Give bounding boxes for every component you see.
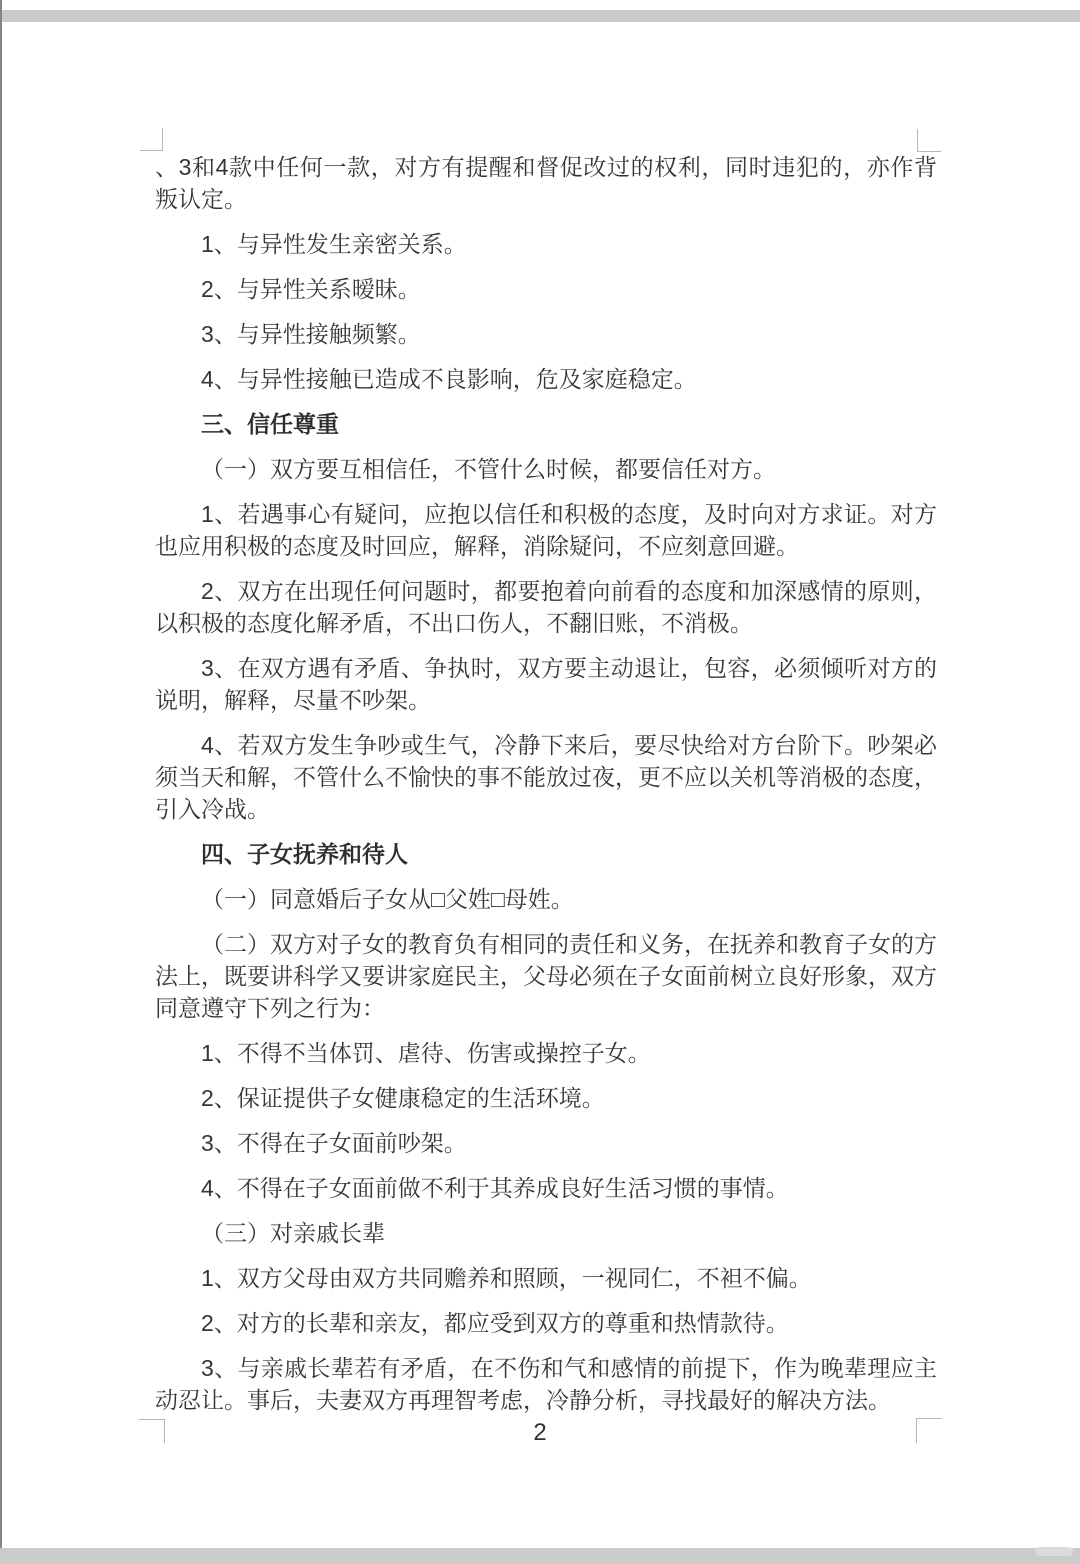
paragraph: 3、与亲戚长辈若有矛盾，在不伤和气和感情的前提下，作为晚辈理应主动忍让。事后，夫妻双方再理智考虑，冷静分析，寻找最好的解决方法。 (155, 1355, 937, 1413)
paragraph: 2、与异性关系暧昧。 (201, 276, 421, 302)
scrollbar-thumb[interactable] (1035, 1547, 1073, 1556)
margin-mark-top-left (140, 128, 163, 151)
paragraph: 1、不得不当体罚、虐待、伤害或操控子女。 (201, 1040, 651, 1066)
paragraph: 3、与异性接触频繁。 (201, 321, 421, 347)
paragraph: 1、与异性发生亲密关系。 (201, 231, 467, 257)
paragraph: 3、不得在子女面前吵架。 (201, 1130, 467, 1156)
paragraph: 1、双方父母由双方共同赡养和照顾，一视同仁，不袒不偏。 (201, 1265, 812, 1291)
paragraph: 2、对方的长辈和亲友，都应受到双方的尊重和热情款待。 (201, 1310, 789, 1336)
margin-mark-top-right (917, 129, 941, 152)
paragraph: 2、双方在出现任何问题时，都要抱着向前看的态度和加深感情的原则，以积极的态度化解矛盾，不出口伤人，不翻旧账，不消极。 (155, 578, 937, 636)
bottom-gray-bar (0, 1548, 1080, 1564)
section-heading: 三、信任尊重 (201, 411, 339, 437)
paragraph: 2、保证提供子女健康稳定的生活环境。 (201, 1085, 605, 1111)
paragraph: 、3和4款中任何一款，对方有提醒和督促改过的权利，同时违犯的，亦作背叛认定。 (155, 154, 937, 212)
paragraph: （二）双方对子女的教育负有相同的责任和义务，在抚养和教育子女的方法上，既要讲科学又要讲家庭民主，父母必须在子女面前树立良好形象，双方同意遵守下列之行为： (155, 931, 937, 1021)
paragraph: 4、不得在子女面前做不利于其养成良好生活习惯的事情。 (201, 1175, 789, 1201)
top-gray-bar (0, 10, 1080, 22)
paragraph: 3、在双方遇有矛盾、争执时，双方要主动退让，包容，必须倾听对方的说明，解释，尽量不吵架。 (155, 655, 937, 713)
section-heading: 四、子女抚养和待人 (201, 841, 408, 867)
paragraph: 4、若双方发生争吵或生气，冷静下来后，要尽快给对方台阶下。吵架必须当天和解，不管什么不愉快的事不能放过夜，更不应以关机等消极的态度，引入冷战。 (155, 732, 937, 822)
paragraph: 4、与异性接触已造成不良影响，危及家庭稳定。 (201, 366, 697, 392)
page-left-edge-line (0, 0, 2, 1564)
paragraph: （三）对亲戚长辈 (201, 1220, 385, 1246)
paragraph: （一）双方要互相信任，不管什么时候，都要信任对方。 (201, 456, 776, 482)
paragraph: （一）同意婚后子女从□父姓□母姓。 (201, 886, 574, 912)
page-content (155, 151, 937, 1429)
paragraph: 1、若遇事心有疑问，应抱以信任和积极的态度，及时向对方求证。对方也应用积极的态度及时回应，解释，消除疑问，不应刻意回避。 (155, 501, 937, 559)
page-number: 2 (533, 1419, 547, 1446)
